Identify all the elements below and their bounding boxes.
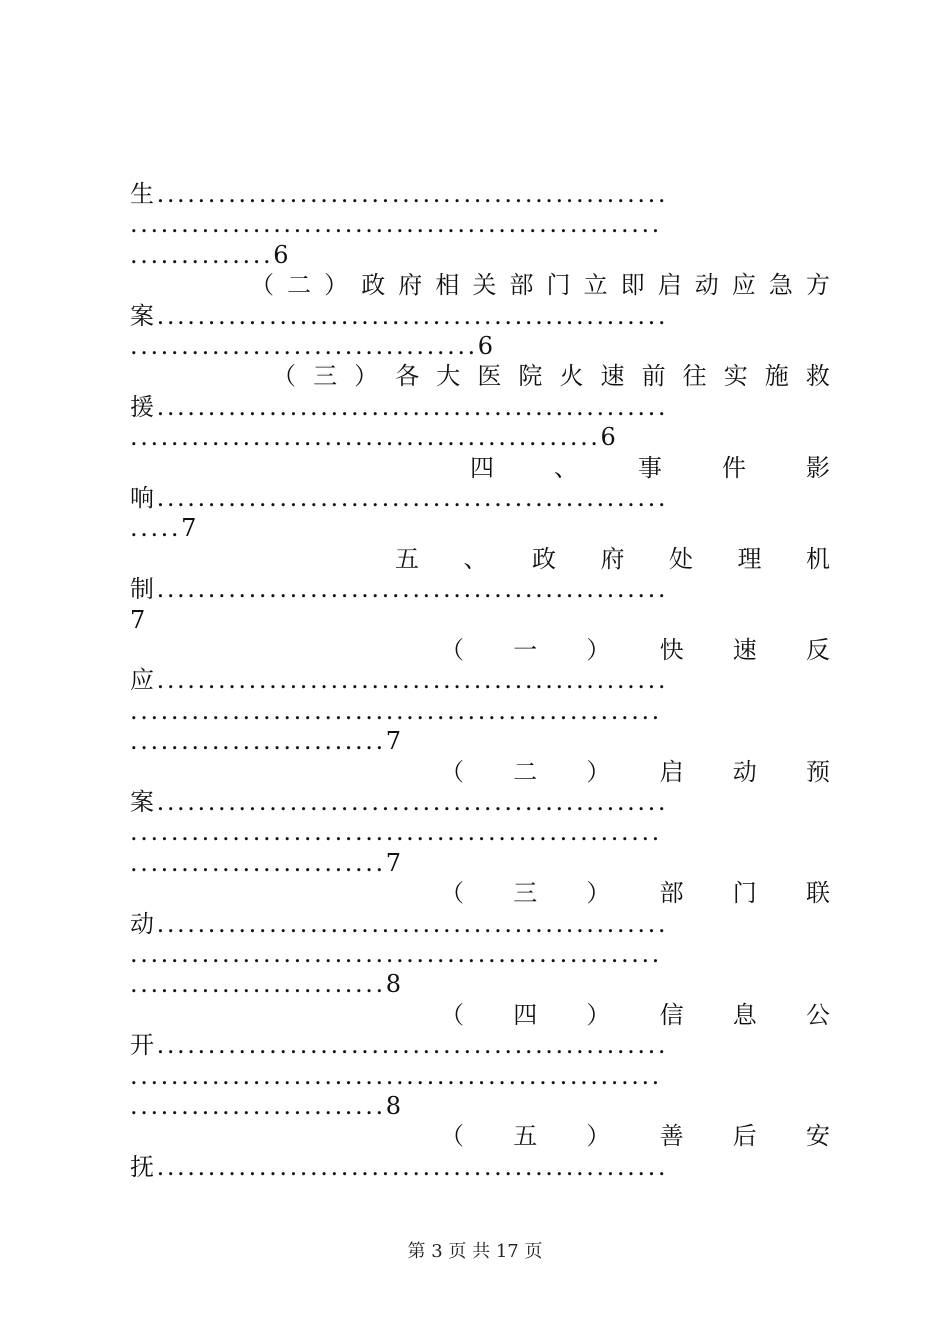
toc-heading-char: 立 — [583, 271, 608, 299]
toc-heading-char: 公 — [805, 1001, 830, 1029]
toc-heading-char: 理 — [737, 545, 762, 573]
toc-heading-char: 方 — [805, 271, 830, 299]
toc-heading-char: 、 — [463, 545, 488, 573]
toc-entry-line: ..............................................6 — [130, 423, 619, 451]
toc-heading-char: 即 — [620, 271, 645, 299]
toc-entry-line: 抚.................................................. — [130, 1153, 669, 1181]
toc-heading-char: 速 — [600, 362, 625, 390]
toc-entry-line: .....7 — [130, 514, 200, 542]
toc-heading-char: ） — [586, 1122, 611, 1150]
toc-heading-char: 一 — [513, 636, 538, 664]
page-footer: 第 3 页 共 17 页 — [407, 1241, 543, 1262]
toc-heading-char: 预 — [805, 758, 830, 786]
toc-heading-char: 四 — [513, 1001, 538, 1029]
toc-entry-line: ..................................6 — [130, 332, 496, 360]
toc-heading-line — [440, 756, 830, 788]
toc-entry-line: .........................7 — [130, 849, 404, 877]
toc-heading-char: 二 — [513, 758, 538, 786]
toc-entry-line: .................................................... — [130, 210, 662, 238]
toc-heading-char: 往 — [682, 362, 707, 390]
toc-entry-line: 制.................................................. — [130, 575, 669, 603]
toc-heading-char: 应 — [731, 271, 756, 299]
toc-heading-char: 后 — [732, 1122, 757, 1150]
toc-entry-line: .................................................... — [130, 940, 662, 968]
toc-heading-char: 五 — [395, 545, 419, 573]
toc-heading-char: 前 — [641, 362, 666, 390]
toc-heading-char: 急 — [768, 271, 793, 299]
toc-entry-line: .................................................... — [130, 818, 662, 846]
toc-heading-char: （ — [440, 636, 464, 664]
toc-heading-char: 政 — [532, 545, 556, 573]
toc-heading-char: 动 — [694, 271, 719, 299]
toc-heading-line — [470, 452, 830, 484]
toc-entry-line: 开.................................................. — [130, 1031, 669, 1059]
toc-entry-line: .........................8 — [130, 1092, 404, 1120]
toc-heading-char: （ — [250, 271, 274, 299]
toc-heading-char: 影 — [806, 454, 830, 482]
toc-heading-char: 门 — [546, 271, 571, 299]
toc-heading-char: （ — [440, 758, 464, 786]
toc-heading-line — [440, 634, 830, 666]
toc-heading-char: （ — [272, 362, 296, 390]
toc-heading-char: 反 — [805, 636, 830, 664]
toc-heading-char: 门 — [732, 879, 757, 907]
toc-heading-char: ） — [586, 879, 611, 907]
toc-heading-line — [440, 877, 830, 909]
toc-heading-char: 大 — [436, 362, 461, 390]
toc-heading-char: ） — [586, 636, 611, 664]
toc-heading-char: 府 — [398, 271, 423, 299]
toc-heading-char: 三 — [313, 362, 338, 390]
toc-heading-char: 快 — [659, 636, 684, 664]
toc-heading-char: 部 — [659, 879, 684, 907]
toc-heading-char: 府 — [600, 545, 625, 573]
toc-heading-char: 联 — [805, 879, 830, 907]
toc-entry-line: 7 — [130, 606, 148, 634]
toc-heading-char: 五 — [513, 1122, 538, 1150]
toc-heading-char: 动 — [732, 758, 757, 786]
toc-heading-char: （ — [440, 1001, 464, 1029]
toc-heading-char: 政 — [361, 271, 386, 299]
toc-heading-char: 四 — [470, 454, 494, 482]
toc-heading-line — [272, 360, 830, 392]
toc-heading-char: 事 — [638, 454, 662, 482]
toc-heading-char: （ — [440, 1122, 464, 1150]
toc-heading-char: ） — [586, 1001, 611, 1029]
toc-heading-char: 部 — [509, 271, 534, 299]
toc-heading-char: 善 — [659, 1122, 684, 1150]
toc-entry-line: 动.................................................. — [130, 910, 669, 938]
toc-entry-line: .........................8 — [130, 970, 404, 998]
toc-heading-char: ） — [354, 362, 379, 390]
toc-heading-char: 二 — [287, 271, 312, 299]
toc-heading-line — [440, 1120, 830, 1152]
toc-entry-line: 案.................................................. — [130, 302, 669, 330]
toc-entry-line: 案.................................................. — [130, 788, 669, 816]
toc-entry-line: 援.................................................. — [130, 393, 669, 421]
toc-entry-line: ..............6 — [130, 241, 292, 269]
toc-heading-char: 火 — [559, 362, 584, 390]
toc-heading-char: （ — [440, 879, 464, 907]
toc-heading-char: 三 — [513, 879, 538, 907]
toc-entry-line: 生.................................................. — [130, 180, 669, 208]
toc-heading-char: 关 — [472, 271, 497, 299]
toc-heading-char: 实 — [723, 362, 748, 390]
toc-heading-char: ） — [586, 758, 611, 786]
toc-entry-line: .........................7 — [130, 727, 404, 755]
toc-heading-char: 救 — [805, 362, 830, 390]
toc-heading-char: 机 — [806, 545, 830, 573]
toc-heading-char: 医 — [477, 362, 502, 390]
toc-entry-line: 应.................................................. — [130, 666, 669, 694]
toc-heading-char: 息 — [732, 1001, 757, 1029]
toc-heading-char: ） — [324, 271, 349, 299]
toc-heading-char: 件 — [722, 454, 746, 482]
toc-heading-char: 施 — [764, 362, 789, 390]
toc-heading-line — [250, 269, 830, 301]
toc-entry-line: .................................................... — [130, 1062, 662, 1090]
toc-heading-char: 速 — [732, 636, 757, 664]
toc-entry-line: 响.................................................. — [130, 484, 669, 512]
toc-heading-char: 、 — [554, 454, 578, 482]
toc-heading-char: 相 — [435, 271, 460, 299]
toc-heading-char: 信 — [659, 1001, 684, 1029]
toc-heading-char: 院 — [518, 362, 543, 390]
toc-heading-char: 各 — [395, 362, 420, 390]
toc-heading-char: 启 — [659, 758, 684, 786]
toc-heading-char: 安 — [805, 1122, 830, 1150]
toc-heading-line — [440, 999, 830, 1031]
toc-heading-char: 启 — [657, 271, 682, 299]
toc-entry-line: .................................................... — [130, 697, 662, 725]
toc-heading-line — [395, 543, 830, 575]
toc-heading-char: 处 — [669, 545, 693, 573]
